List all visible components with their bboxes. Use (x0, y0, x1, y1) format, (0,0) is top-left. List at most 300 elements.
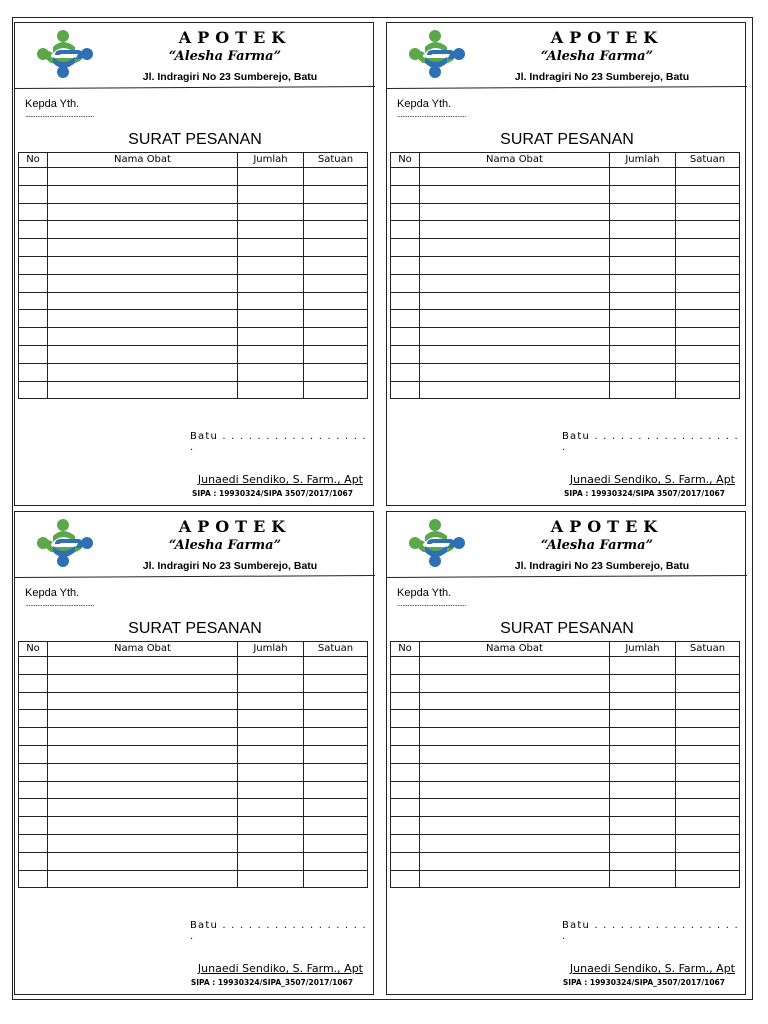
recipient-blank-line[interactable]: ........................................ (397, 599, 466, 608)
table-cell[interactable] (304, 328, 368, 346)
table-cell[interactable] (238, 763, 304, 781)
table-cell[interactable] (420, 239, 610, 257)
column-header-satuan: Satuan (676, 642, 740, 657)
table-cell[interactable] (420, 674, 610, 692)
table-cell[interactable] (238, 674, 304, 692)
table-cell[interactable] (19, 363, 48, 381)
table-cell[interactable] (610, 328, 676, 346)
table-cell[interactable] (676, 363, 740, 381)
table-cell[interactable] (676, 221, 740, 239)
table-cell[interactable] (238, 834, 304, 852)
pharmacy-address: Jl. Indragiri No 23 Sumberejo, Batu (514, 560, 690, 572)
pharmacy-address: Jl. Indragiri No 23 Sumberejo, Batu (142, 71, 318, 83)
document-title: SURAT PESANAN (128, 620, 262, 637)
table-cell[interactable] (48, 870, 238, 888)
table-cell[interactable] (676, 781, 740, 799)
table-header-row (19, 642, 368, 657)
license-number: SIPA : 19930324/SIPA 3507/2017/1067 (191, 489, 353, 498)
table-cell[interactable] (676, 728, 740, 746)
table-cell[interactable] (238, 692, 304, 710)
table-row (391, 221, 740, 239)
table-cell[interactable] (676, 239, 740, 257)
table-cell[interactable] (610, 817, 676, 835)
table-cell[interactable] (238, 728, 304, 746)
table-cell[interactable] (610, 657, 676, 675)
table-cell[interactable] (676, 203, 740, 221)
document-title: SURAT PESANAN (500, 620, 634, 637)
table-cell[interactable] (420, 363, 610, 381)
column-header-jumlah: Jumlah (610, 153, 676, 168)
table-cell[interactable] (19, 657, 48, 675)
table-cell[interactable] (610, 256, 676, 274)
table-cell[interactable] (676, 256, 740, 274)
table-cell[interactable] (610, 310, 676, 328)
table-cell[interactable] (238, 381, 304, 399)
table-cell[interactable] (610, 381, 676, 399)
table-cell[interactable] (48, 185, 238, 203)
pharmacy-brand-name: “Alesha Farma” (168, 538, 282, 553)
table-cell[interactable] (676, 763, 740, 781)
table-row (391, 381, 740, 399)
table-cell[interactable] (420, 692, 610, 710)
table-cell[interactable] (676, 185, 740, 203)
table-body (19, 657, 368, 888)
order-form-card (14, 22, 374, 506)
table-cell[interactable] (610, 692, 676, 710)
table-cell[interactable] (48, 834, 238, 852)
table-cell[interactable] (610, 274, 676, 292)
table-cell[interactable] (19, 203, 48, 221)
table-cell[interactable] (238, 657, 304, 675)
pharmacy-header (387, 23, 745, 91)
table-cell[interactable] (420, 799, 610, 817)
pharmacist-name: Junaedi Sendiko, S. Farm., Apt (197, 473, 363, 486)
table-cell[interactable] (19, 239, 48, 257)
table-cell[interactable] (420, 870, 610, 888)
table-body (391, 168, 740, 399)
table-row (391, 799, 740, 817)
table-row (19, 256, 368, 274)
table-cell[interactable] (610, 185, 676, 203)
table-row (19, 710, 368, 728)
table-cell[interactable] (19, 168, 48, 186)
place-date-line: Batu . . . . . . . . . . . . . . . . . . (190, 431, 367, 453)
table-cell[interactable] (391, 799, 420, 817)
table-cell[interactable] (676, 799, 740, 817)
table-cell[interactable] (238, 221, 304, 239)
table-cell[interactable] (48, 799, 238, 817)
order-form-card (386, 511, 746, 995)
table-cell[interactable] (676, 817, 740, 835)
table-cell[interactable] (391, 381, 420, 399)
column-header-no: No (19, 642, 48, 657)
table-cell[interactable] (304, 185, 368, 203)
place-date-line: Batu . . . . . . . . . . . . . . . . . . (562, 920, 739, 942)
pharmacy-logo-icon (407, 516, 469, 570)
table-cell[interactable] (676, 692, 740, 710)
table-row (19, 221, 368, 239)
table-cell[interactable] (610, 363, 676, 381)
table-cell[interactable] (19, 310, 48, 328)
table-cell[interactable] (48, 817, 238, 835)
table-cell[interactable] (304, 710, 368, 728)
table-cell[interactable] (19, 817, 48, 835)
table-cell[interactable] (391, 185, 420, 203)
table-row (391, 834, 740, 852)
table-cell[interactable] (304, 363, 368, 381)
table-cell[interactable] (238, 852, 304, 870)
table-cell[interactable] (610, 852, 676, 870)
table-header-row (391, 642, 740, 657)
table-row (19, 817, 368, 835)
table-row (19, 834, 368, 852)
table-cell[interactable] (391, 328, 420, 346)
table-cell[interactable] (610, 203, 676, 221)
table-cell[interactable] (48, 852, 238, 870)
table-cell[interactable] (304, 763, 368, 781)
table-cell[interactable] (48, 763, 238, 781)
table-cell[interactable] (19, 692, 48, 710)
table-row (391, 710, 740, 728)
pharmacy-header (387, 512, 745, 580)
table-cell[interactable] (238, 274, 304, 292)
table-row (391, 239, 740, 257)
table-cell[interactable] (676, 710, 740, 728)
column-header-jumlah: Jumlah (238, 642, 304, 657)
table-cell[interactable] (420, 781, 610, 799)
table-cell[interactable] (238, 239, 304, 257)
pharmacist-name: Junaedi Sendiko, S. Farm., Apt (569, 473, 735, 486)
pharmacy-address: Jl. Indragiri No 23 Sumberejo, Batu (142, 560, 318, 572)
recipient-blank-line[interactable]: ........................................ (397, 110, 466, 119)
table-row (391, 674, 740, 692)
table-cell[interactable] (19, 274, 48, 292)
table-row (391, 345, 740, 363)
table-cell[interactable] (304, 310, 368, 328)
table-cell[interactable] (610, 763, 676, 781)
table-cell[interactable] (420, 221, 610, 239)
table-row (391, 310, 740, 328)
table-cell[interactable] (238, 781, 304, 799)
table-cell[interactable] (48, 781, 238, 799)
table-cell[interactable] (238, 328, 304, 346)
table-cell[interactable] (420, 274, 610, 292)
table-cell[interactable] (304, 692, 368, 710)
table-cell[interactable] (48, 292, 238, 310)
table-cell[interactable] (676, 292, 740, 310)
table-cell[interactable] (391, 834, 420, 852)
table-cell[interactable] (48, 310, 238, 328)
table-cell[interactable] (48, 363, 238, 381)
column-header-satuan: Satuan (304, 642, 368, 657)
column-header-nama-obat: Nama Obat (420, 153, 610, 168)
table-row (19, 674, 368, 692)
table-cell[interactable] (420, 203, 610, 221)
table-cell[interactable] (19, 328, 48, 346)
pharmacy-brand-name: “Alesha Farma” (168, 49, 282, 64)
table-cell[interactable] (676, 345, 740, 363)
table-cell[interactable] (238, 710, 304, 728)
table-cell[interactable] (610, 221, 676, 239)
table-row (19, 763, 368, 781)
table-cell[interactable] (420, 328, 610, 346)
table-cell[interactable] (48, 692, 238, 710)
table-cell[interactable] (610, 834, 676, 852)
table-cell[interactable] (304, 870, 368, 888)
table-cell[interactable] (391, 221, 420, 239)
table-cell[interactable] (610, 745, 676, 763)
table-row (19, 310, 368, 328)
table-cell[interactable] (610, 292, 676, 310)
table-cell[interactable] (391, 239, 420, 257)
table-cell[interactable] (420, 185, 610, 203)
table-row (19, 852, 368, 870)
table-cell[interactable] (304, 239, 368, 257)
table-cell[interactable] (420, 381, 610, 399)
place-date-line: Batu . . . . . . . . . . . . . . . . . . (190, 920, 367, 942)
table-cell[interactable] (304, 834, 368, 852)
table-cell[interactable] (391, 203, 420, 221)
table-cell[interactable] (420, 728, 610, 746)
table-cell[interactable] (238, 292, 304, 310)
table-cell[interactable] (304, 221, 368, 239)
table-cell[interactable] (304, 203, 368, 221)
table-cell[interactable] (19, 781, 48, 799)
table-cell[interactable] (238, 168, 304, 186)
table-cell[interactable] (391, 781, 420, 799)
table-cell[interactable] (48, 710, 238, 728)
table-row (391, 781, 740, 799)
table-cell[interactable] (19, 674, 48, 692)
table-row (391, 870, 740, 888)
table-cell[interactable] (610, 799, 676, 817)
table-row (391, 168, 740, 186)
table-cell[interactable] (420, 168, 610, 186)
column-header-nama-obat: Nama Obat (48, 642, 238, 657)
table-cell[interactable] (420, 292, 610, 310)
table-cell[interactable] (238, 345, 304, 363)
table-row (391, 203, 740, 221)
table-cell[interactable] (238, 363, 304, 381)
table-cell[interactable] (304, 745, 368, 763)
table-cell[interactable] (48, 674, 238, 692)
table-cell[interactable] (391, 256, 420, 274)
pharmacist-name: Junaedi Sendiko, S. Farm., Apt (569, 962, 735, 975)
table-cell[interactable] (420, 852, 610, 870)
table-cell[interactable] (48, 221, 238, 239)
pharmacy-brand-name: “Alesha Farma” (540, 49, 654, 64)
table-cell[interactable] (304, 781, 368, 799)
table-cell[interactable] (19, 256, 48, 274)
table-cell[interactable] (19, 292, 48, 310)
pharmacist-name: Junaedi Sendiko, S. Farm., Apt (197, 962, 363, 975)
table-cell[interactable] (48, 745, 238, 763)
table-row (391, 728, 740, 746)
pharmacy-label: APOTEK (550, 517, 664, 536)
table-cell[interactable] (676, 852, 740, 870)
column-header-no: No (19, 153, 48, 168)
table-cell[interactable] (238, 256, 304, 274)
table-body (19, 168, 368, 399)
recipient-blank-line[interactable]: ........................................ (25, 110, 94, 119)
table-cell[interactable] (610, 674, 676, 692)
table-row (391, 328, 740, 346)
table-row (19, 363, 368, 381)
table-cell[interactable] (420, 256, 610, 274)
table-cell[interactable] (304, 817, 368, 835)
table-cell[interactable] (19, 852, 48, 870)
table-cell[interactable] (238, 185, 304, 203)
table-cell[interactable] (48, 239, 238, 257)
table-cell[interactable] (420, 763, 610, 781)
column-header-nama-obat: Nama Obat (48, 153, 238, 168)
table-cell[interactable] (391, 657, 420, 675)
table-cell[interactable] (391, 852, 420, 870)
table-cell[interactable] (19, 728, 48, 746)
table-cell[interactable] (19, 345, 48, 363)
table-cell[interactable] (304, 168, 368, 186)
table-row (19, 345, 368, 363)
table-cell[interactable] (238, 310, 304, 328)
table-cell[interactable] (391, 692, 420, 710)
recipient-label: Kepda Yth. (25, 587, 80, 599)
table-cell[interactable] (610, 870, 676, 888)
table-cell[interactable] (610, 168, 676, 186)
table-cell[interactable] (420, 310, 610, 328)
table-cell[interactable] (19, 185, 48, 203)
table-cell[interactable] (304, 256, 368, 274)
table-cell[interactable] (48, 256, 238, 274)
table-cell[interactable] (19, 870, 48, 888)
table-cell[interactable] (304, 292, 368, 310)
table-cell[interactable] (304, 799, 368, 817)
table-cell[interactable] (391, 817, 420, 835)
table-cell[interactable] (391, 310, 420, 328)
table-cell[interactable] (391, 274, 420, 292)
table-row (19, 728, 368, 746)
pharmacy-header (15, 512, 373, 580)
table-cell[interactable] (391, 292, 420, 310)
pharmacy-logo-icon (407, 27, 469, 81)
table-row (19, 381, 368, 399)
table-cell[interactable] (48, 728, 238, 746)
table-cell[interactable] (48, 274, 238, 292)
table-row (391, 274, 740, 292)
table-cell[interactable] (304, 345, 368, 363)
table-row (391, 852, 740, 870)
table-row (391, 363, 740, 381)
table-cell[interactable] (304, 657, 368, 675)
table-cell[interactable] (19, 763, 48, 781)
table-cell[interactable] (304, 381, 368, 399)
table-cell[interactable] (676, 381, 740, 399)
table-cell[interactable] (391, 710, 420, 728)
recipient-blank-line[interactable]: ........................................ (25, 599, 94, 608)
table-cell[interactable] (304, 674, 368, 692)
order-items-table (390, 152, 740, 399)
table-cell[interactable] (48, 381, 238, 399)
table-cell[interactable] (19, 799, 48, 817)
table-cell[interactable] (610, 710, 676, 728)
table-cell[interactable] (391, 728, 420, 746)
table-cell[interactable] (304, 852, 368, 870)
table-cell[interactable] (610, 781, 676, 799)
table-cell[interactable] (238, 799, 304, 817)
column-header-jumlah: Jumlah (610, 642, 676, 657)
table-row (19, 274, 368, 292)
pharmacy-label: APOTEK (178, 28, 292, 47)
table-cell[interactable] (676, 328, 740, 346)
document-title: SURAT PESANAN (128, 131, 262, 148)
table-cell[interactable] (238, 817, 304, 835)
table-cell[interactable] (676, 834, 740, 852)
table-cell[interactable] (420, 745, 610, 763)
column-header-satuan: Satuan (676, 153, 740, 168)
table-cell[interactable] (610, 345, 676, 363)
table-cell[interactable] (420, 834, 610, 852)
table-row (19, 870, 368, 888)
table-cell[interactable] (420, 817, 610, 835)
table-cell[interactable] (676, 870, 740, 888)
table-row (19, 657, 368, 675)
table-cell[interactable] (19, 381, 48, 399)
table-cell[interactable] (391, 674, 420, 692)
table-cell[interactable] (676, 674, 740, 692)
table-cell[interactable] (391, 168, 420, 186)
table-cell[interactable] (391, 763, 420, 781)
table-cell[interactable] (48, 328, 238, 346)
table-cell[interactable] (238, 203, 304, 221)
place-date-line: Batu . . . . . . . . . . . . . . . . . . (562, 431, 739, 453)
table-cell[interactable] (304, 728, 368, 746)
table-cell[interactable] (420, 657, 610, 675)
pharmacy-label: APOTEK (550, 28, 664, 47)
table-cell[interactable] (19, 710, 48, 728)
table-row (19, 692, 368, 710)
order-form-card (386, 22, 746, 506)
table-cell[interactable] (391, 870, 420, 888)
table-row (19, 745, 368, 763)
column-header-satuan: Satuan (304, 153, 368, 168)
table-cell[interactable] (420, 345, 610, 363)
table-cell[interactable] (676, 310, 740, 328)
table-row (391, 817, 740, 835)
table-cell[interactable] (420, 710, 610, 728)
table-cell[interactable] (391, 345, 420, 363)
table-cell[interactable] (48, 345, 238, 363)
table-cell[interactable] (19, 834, 48, 852)
table-cell[interactable] (676, 274, 740, 292)
table-cell[interactable] (676, 168, 740, 186)
table-cell[interactable] (610, 728, 676, 746)
table-cell[interactable] (304, 274, 368, 292)
table-cell[interactable] (48, 657, 238, 675)
table-cell[interactable] (19, 221, 48, 239)
table-cell[interactable] (391, 363, 420, 381)
table-cell[interactable] (610, 239, 676, 257)
table-cell[interactable] (19, 745, 48, 763)
table-cell[interactable] (676, 745, 740, 763)
table-cell[interactable] (238, 745, 304, 763)
document-title: SURAT PESANAN (500, 131, 634, 148)
column-header-jumlah: Jumlah (238, 153, 304, 168)
table-cell[interactable] (676, 657, 740, 675)
table-cell[interactable] (391, 745, 420, 763)
table-cell[interactable] (48, 168, 238, 186)
table-cell[interactable] (48, 203, 238, 221)
table-row (19, 239, 368, 257)
table-cell[interactable] (238, 870, 304, 888)
